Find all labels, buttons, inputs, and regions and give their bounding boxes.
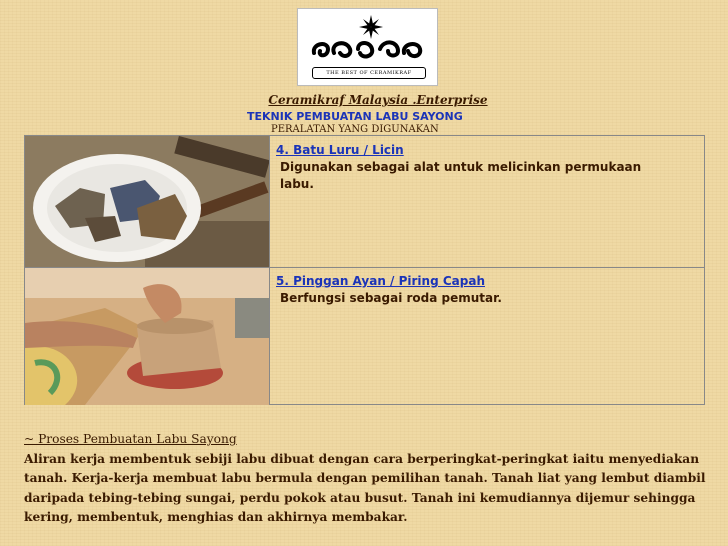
- item-row: [276, 273, 676, 307]
- smoothing-stones-photo: [25, 136, 269, 267]
- tools-table: [24, 135, 705, 405]
- item-title: 4. Batu Luru / Licin: [276, 143, 404, 157]
- star-ornament-icon: [298, 9, 437, 69]
- item-row: [276, 142, 676, 193]
- item-description: Berfungsi sebagai roda pemutar.: [280, 291, 502, 305]
- table-column-divider: [269, 136, 270, 404]
- logo-tagline: THE BEST OF CERAMIKRAF: [312, 67, 426, 79]
- page-subtitle: TEKNIK PEMBUATAN LABU SAYONG: [247, 110, 463, 123]
- process-body: Aliran kerja membentuk sebiji labu dibuat dengan cara berperingkat-peringkat iaitu menyediakan tanah. Kerja-kerja membuat labu bermula dengan pemilihan tanah. Tanah liat yang lembut diambil daripada tebing-tebing sungai, perdu pokok atau busut. Tanah ini kemudiannya dijemur sehingga kering, membentuk, menghias dan akhirnya membakar.: [24, 451, 706, 524]
- item-title: 5. Pinggan Ayan / Piring Capah: [276, 274, 485, 288]
- company-logo: [297, 8, 438, 86]
- potter-wheel-photo: [25, 268, 269, 405]
- process-title: ~ Proses Pembuatan Labu Sayong: [24, 432, 237, 446]
- section-heading: PERALATAN YANG DIGUNAKAN: [271, 124, 439, 135]
- company-name: Ceramikraf Malaysia .Enterprise: [268, 93, 488, 107]
- item-description: Digunakan sebagai alat untuk melicinkan permukaan labu.: [280, 160, 642, 191]
- process-section: [24, 430, 714, 528]
